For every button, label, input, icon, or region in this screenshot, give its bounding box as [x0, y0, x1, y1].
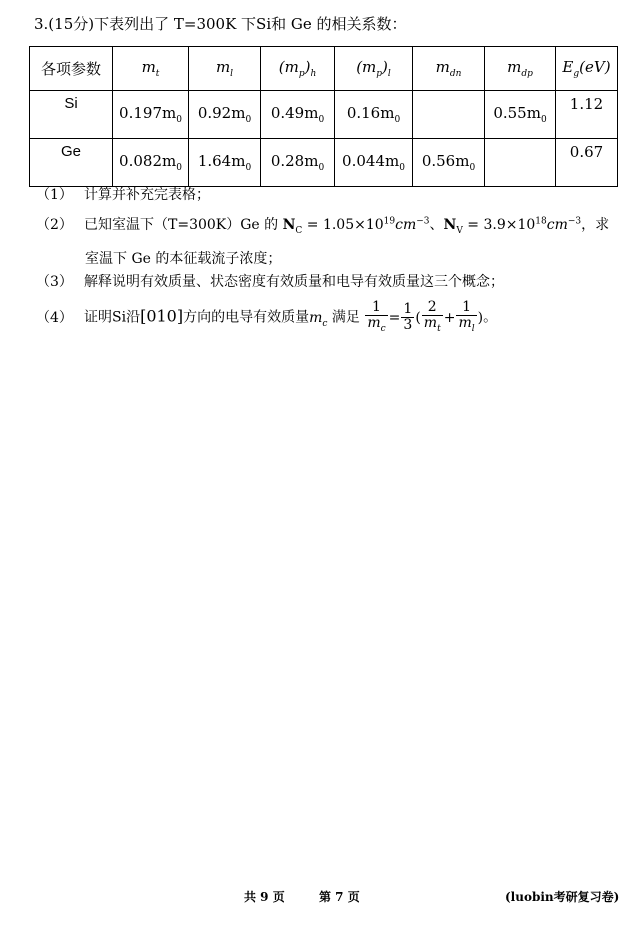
cell-si-mpl: $0.16m_0$ [335, 91, 413, 139]
cell-si-mdn [413, 91, 485, 139]
cell-ge-ml: $1.64m_0$ [189, 139, 261, 187]
question-2-text: 已知室温下（T=300K）Ge 的 [84, 217, 279, 233]
question-1 [36, 184, 210, 204]
cell-si-mt: $0.197m_0$ [113, 91, 189, 139]
question-2: （2） 已知室温下（T=300K）Ge 的 $N_C = 1.05\times 10^{19}cm^{-3}$、$N_V = 3.9\times 10^{18}cm^{-3}$，求 [36, 214, 609, 236]
question-1-number: （1） [36, 187, 73, 203]
header-cell-mph: $(m_p)_h$ [261, 47, 335, 91]
table-row-ge [30, 139, 618, 187]
nc-formula: $N_C = 1.05\times 10^{19}cm^{-3}$ [282, 216, 430, 236]
cell-si-mdp: $0.55m_0$ [485, 91, 556, 139]
header-cell-mt: $m_t$ [113, 47, 189, 91]
cell-ge-eg: 0.67 [556, 139, 618, 187]
cell-ge-mdp [485, 139, 556, 187]
question-2-number: （2） [36, 217, 73, 233]
row-name-si: Si [30, 91, 113, 139]
footer-page-number: 第 7 页 [319, 890, 360, 904]
cell-si-ml: $0.92m_0$ [189, 91, 261, 139]
nv-formula: $N_V = 3.9\times 10^{18}cm^{-3}$ [443, 216, 582, 236]
question-2-continuation: 室温下 Ge 的本征载流子浓度； [85, 251, 282, 267]
cell-si-mph: $0.49m_0$ [261, 91, 335, 139]
header-cell-eg: $E_g(eV)$ [556, 47, 618, 91]
question-3-text: 解释说明有效质量、状态密度有效质量和电导有效质量这三个概念； [84, 274, 504, 290]
question-4-number: （4） [36, 309, 73, 326]
question-3-number: （3） [36, 274, 73, 290]
header-cell-ml: $m_l$ [189, 47, 261, 91]
question-3 [36, 271, 504, 291]
cell-ge-mph: $0.28m_0$ [261, 139, 335, 187]
parameters-table [29, 46, 618, 187]
footer-total-pages: 共 9 页 [244, 890, 285, 904]
cell-ge-mdn: $0.56m_0$ [413, 139, 485, 187]
header-cell-mdp: $m_{dp}$ [485, 47, 556, 91]
direction-label: [010] [140, 306, 184, 326]
cell-ge-mt: $0.082m_0$ [113, 139, 189, 187]
header-cell-mpl: $(m_p)_l$ [335, 47, 413, 91]
header-cell-params: 各项参数 [30, 47, 113, 91]
table-row-si [30, 91, 618, 139]
footer-note: (luobin考研复习卷) [505, 890, 620, 904]
header-cell-mdn: $m_{dn}$ [413, 47, 485, 91]
row-name-ge: Ge [30, 139, 113, 187]
cell-si-eg: 1.12 [556, 91, 618, 139]
cell-ge-mpl: $0.044m_0$ [335, 139, 413, 187]
question-4: （4） 证明Si沿[010]方向的电导有效质量$m_c$ 满足 $\frac{1}{m_c}$ = $\frac{1}{3}$ ( $\frac{2}{m_t}$ + $\frac{1}{m_l}$ )。 [36, 299, 498, 335]
table-header-row [30, 47, 618, 91]
conductivity-mass-formula: $\frac{1}{m_c}$ = $\frac{1}{3}$ ( $\frac{2}{m_t}$ + $\frac{1}{m_l}$ ) [367, 299, 484, 335]
question-1-text: 计算并补充完表格； [84, 187, 210, 203]
question-title: 3.(15分)下表列出了 T=300K 下Si和 Ge 的相关系数： [34, 15, 407, 33]
